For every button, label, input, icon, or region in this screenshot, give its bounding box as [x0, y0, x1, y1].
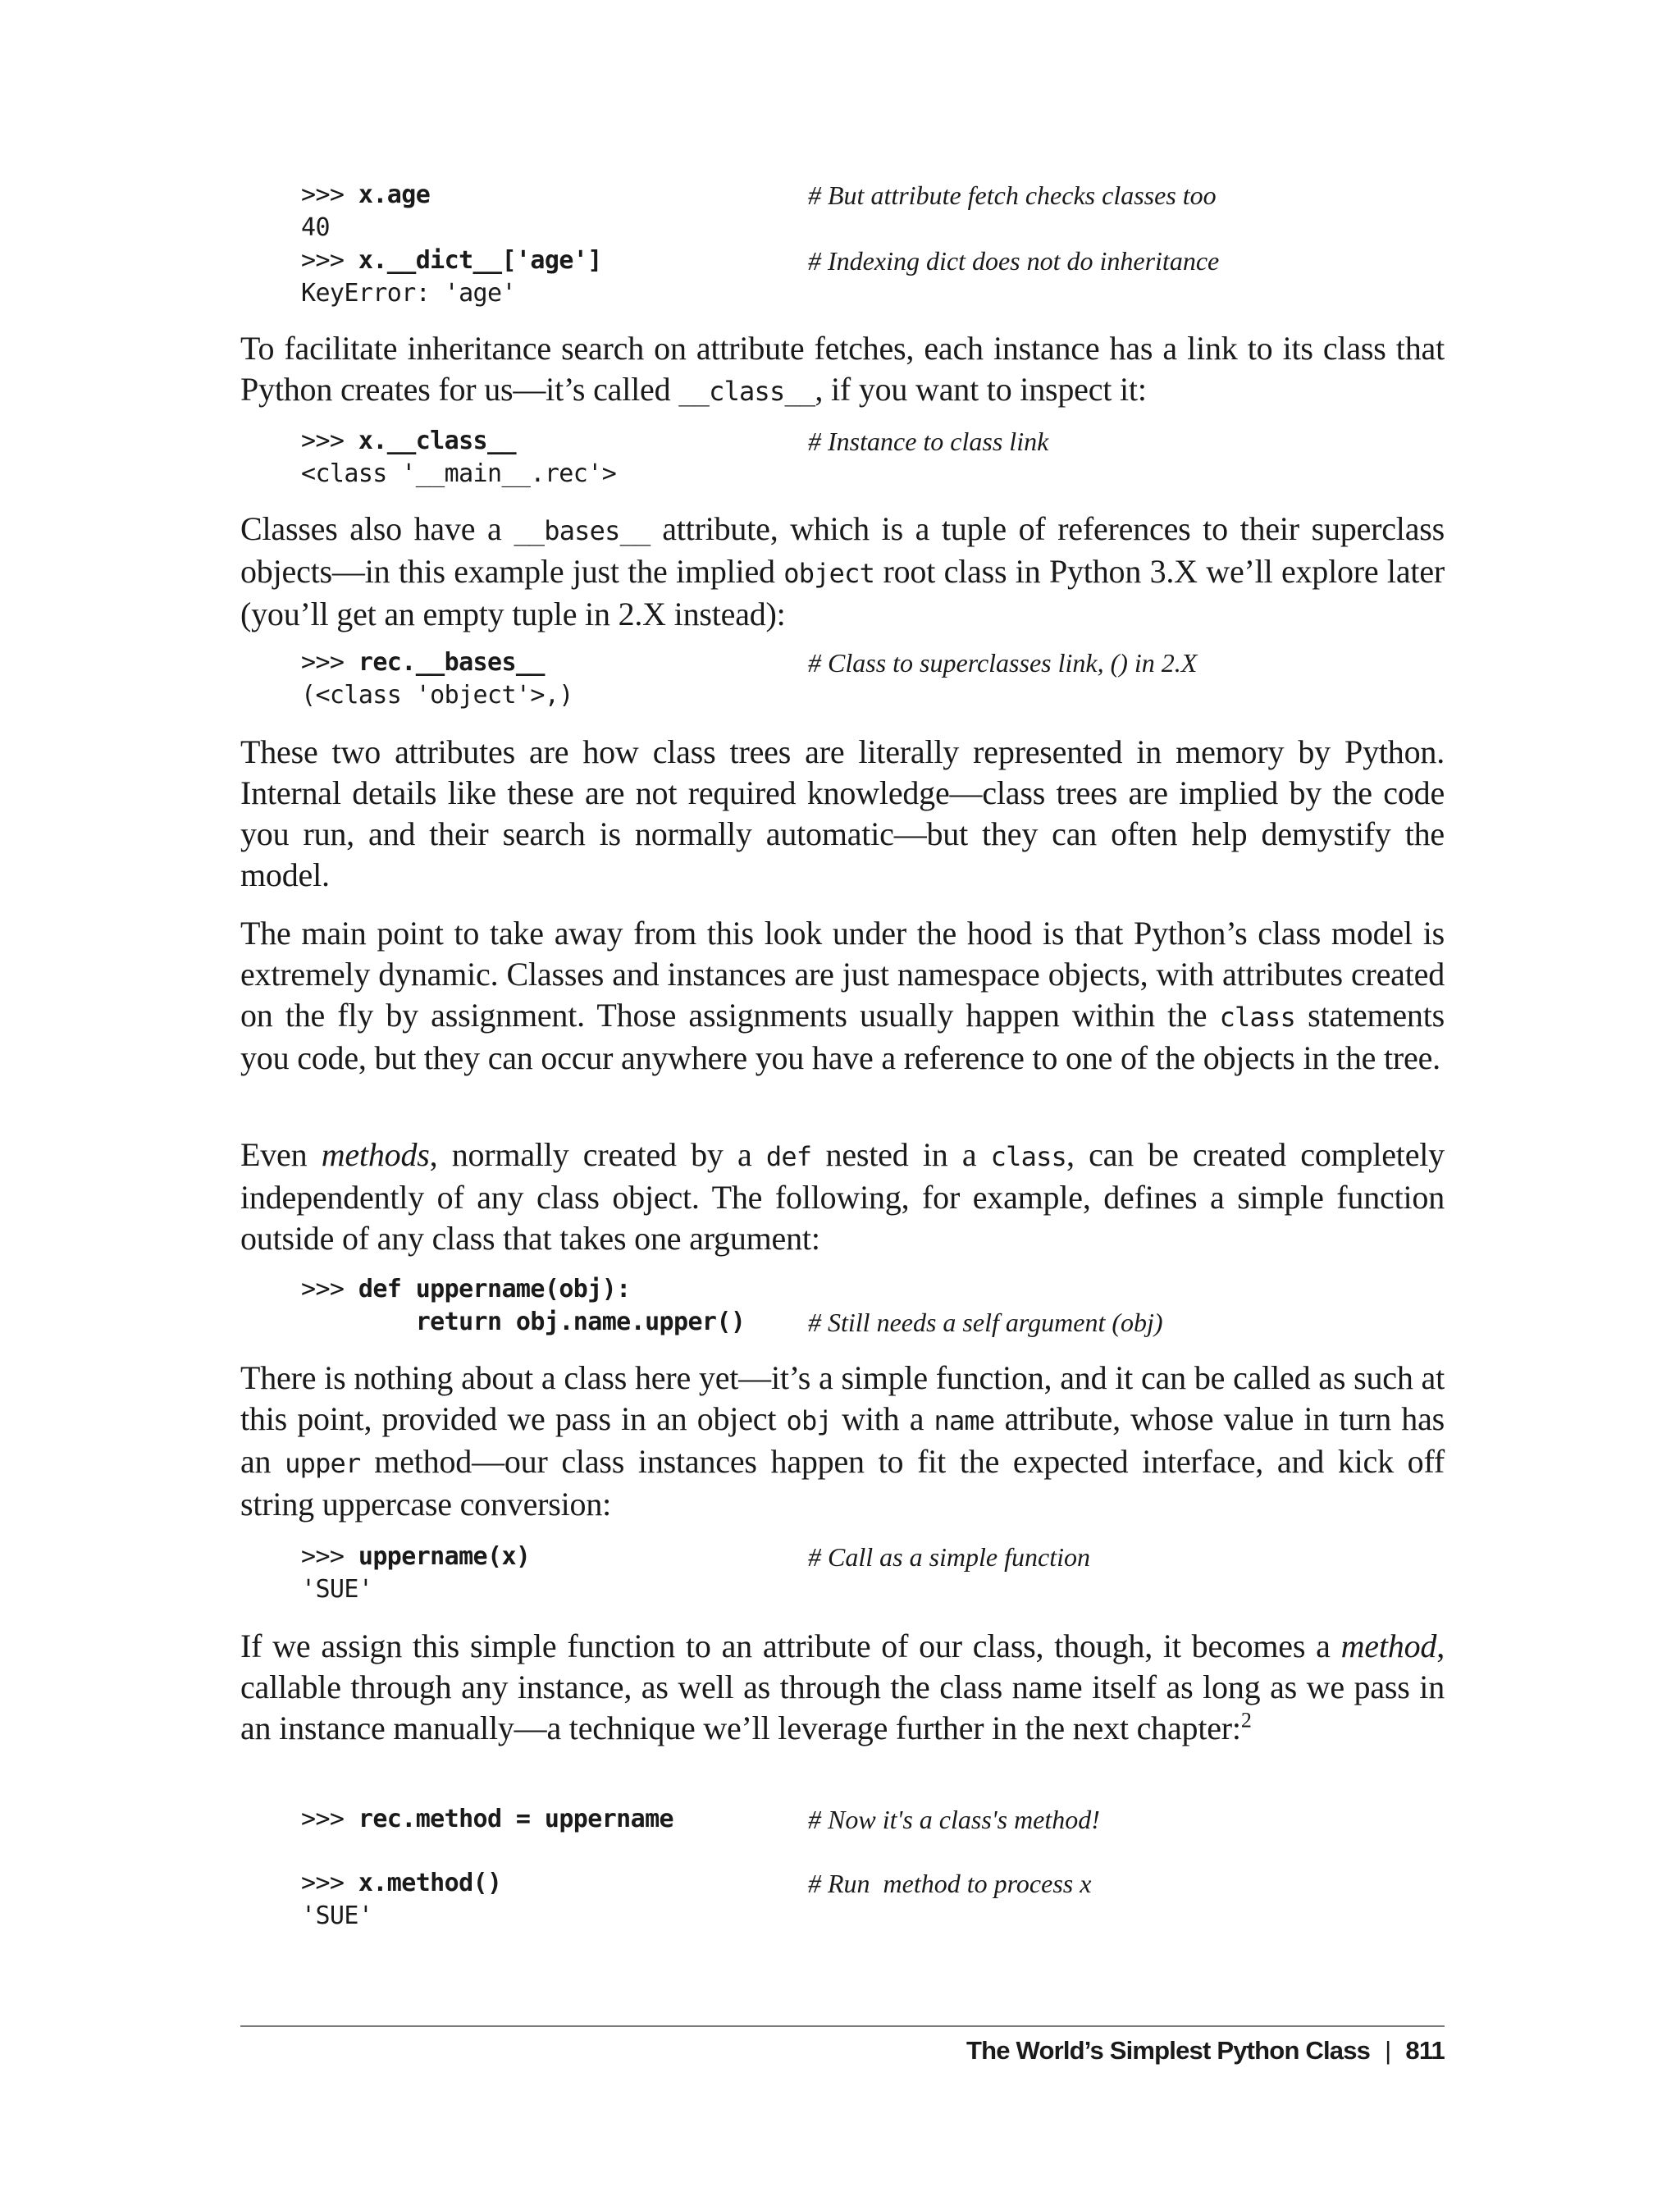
code-line — [301, 458, 1449, 491]
code-comment: # Instance to class link — [808, 427, 1049, 456]
footer-rule — [240, 2025, 1445, 2027]
body-paragraph — [240, 328, 1445, 412]
inline-code: upper — [285, 1448, 361, 1479]
inline-code: class — [1219, 1002, 1295, 1033]
running-title: The World’s Simplest Python Class — [966, 2036, 1371, 2065]
code-block — [301, 425, 1449, 491]
code-line — [301, 646, 1449, 679]
text-run: To facilitate inheritance search on attribute fetches, each instance has a link to its class that Python creates for us—it’s called — [240, 330, 1445, 408]
inline-code: def — [765, 1141, 812, 1172]
code-block — [301, 1273, 1449, 1339]
text-run: , if you want to inspect it: — [815, 371, 1147, 408]
code-comment: # Class to superclasses link, () in 2.X — [808, 648, 1198, 678]
text-run: Classes also have a — [240, 510, 514, 547]
body-paragraph — [240, 732, 1445, 896]
code-command: rec.__bases__ — [358, 648, 545, 677]
prompt: >>> — [301, 1869, 358, 1897]
text-run: nested in a — [811, 1136, 991, 1173]
text-run: There is nothing about a class here yet—it’s a simple function, and it can be called as such at this point, provided we pass in an object — [240, 1359, 1445, 1437]
code-line — [301, 1803, 1449, 1836]
code-command: rec.method = uppername — [358, 1805, 674, 1833]
text-run: The main point to take away from this look under the hood is that Python’s class model is extremely dynamic. Classes and instances are just namespace objects, with attributes created on the fly by assignment. Those assignments usually happen within the — [240, 915, 1445, 1034]
code-block — [301, 179, 1449, 310]
code-block — [301, 1541, 1449, 1606]
text-run: Even — [240, 1136, 322, 1173]
text-run: method—our class instances happen to fit the expected interface, and kick off string uppercase conversion: — [240, 1443, 1445, 1522]
prompt: >>> — [301, 246, 358, 275]
code-output: <class '__main__.rec'> — [301, 459, 617, 488]
code-line — [301, 1867, 1449, 1900]
code-output: (<class 'object'>,) — [301, 681, 573, 710]
code-output: KeyError: 'age' — [301, 279, 516, 308]
body-paragraph — [240, 1134, 1445, 1259]
footnote-marker[interactable]: 2 — [1240, 1708, 1252, 1732]
code-comment: # Run method to process x — [808, 1869, 1092, 1898]
inline-code: class — [990, 1141, 1067, 1172]
code-line — [301, 1900, 1449, 1933]
emphasis: methods — [321, 1136, 430, 1173]
text-run: root class in Python 3.X we’ll explore later (you’ll get an empty tuple in 2.X instead): — [240, 553, 1445, 632]
code-line — [301, 1541, 1449, 1573]
page-number: 811 — [1405, 2036, 1445, 2065]
code-command: x.age — [358, 180, 431, 209]
page-footer — [966, 2034, 1445, 2067]
body-paragraph — [240, 1358, 1445, 1525]
text-run: , callable through any instance, as well as through the class name itself as long as we pass in an instance manually—a technique we’ll leverage further in the next chapter: — [240, 1628, 1445, 1746]
text-run: attribute, which is a tuple of references to their superclass objects—in this example just the implied — [240, 510, 1445, 590]
inline-code: obj — [786, 1405, 832, 1436]
code-line — [301, 1306, 1449, 1339]
code-comment: # Indexing dict does not do inheritance — [808, 246, 1220, 276]
code-output: 'SUE' — [301, 1575, 373, 1604]
code-line — [301, 1273, 1449, 1306]
body-paragraph — [240, 1626, 1445, 1749]
code-output: 'SUE' — [301, 1901, 373, 1930]
inline-code: object — [783, 558, 875, 589]
code-block — [301, 646, 1449, 712]
text-run: with a — [831, 1400, 934, 1437]
code-indent — [301, 1308, 416, 1336]
code-output: 40 — [301, 213, 330, 242]
code-comment: # Now it's a class's method! — [808, 1805, 1100, 1834]
code-line — [301, 212, 1449, 244]
prompt: >>> — [301, 1275, 358, 1303]
code-comment: # Still needs a self argument (obj) — [808, 1308, 1163, 1337]
code-comment: # Call as a simple function — [808, 1542, 1090, 1572]
text-run: If we assign this simple function to an attribute of our class, though, it becomes a — [240, 1628, 1341, 1664]
code-line — [301, 179, 1449, 212]
text-run: , normally created by a — [429, 1136, 766, 1173]
code-command: x.__class__ — [358, 427, 516, 455]
code-command: uppername(x) — [358, 1542, 531, 1571]
code-line — [301, 679, 1449, 712]
emphasis: method — [1340, 1628, 1437, 1664]
footer-separator: | — [1385, 2036, 1391, 2065]
prompt: >>> — [301, 648, 358, 677]
body-paragraph — [240, 509, 1445, 635]
code-block — [301, 1803, 1449, 1933]
prompt: >>> — [301, 427, 358, 455]
prompt: >>> — [301, 1542, 358, 1571]
inline-code: name — [934, 1405, 995, 1436]
code-line — [301, 277, 1449, 310]
body-paragraph — [240, 913, 1445, 1079]
text-run: attribute, whose value in turn has an — [240, 1400, 1445, 1480]
inline-code: __bases__ — [514, 515, 651, 546]
code-comment: # But attribute fetch checks classes too — [808, 180, 1217, 210]
prompt: >>> — [301, 1805, 358, 1833]
code-command: def uppername(obj): — [358, 1275, 631, 1303]
text-run: , can be created completely independently of any class object. The following, for example, defines a simple function outside of any class that takes one argument: — [240, 1136, 1445, 1257]
code-line — [301, 425, 1449, 458]
code-command: x.__dict__['age'] — [358, 246, 602, 275]
text-run: These two attributes are how class trees are literally represented in memory by Python. Internal details like these are not required knowledge—class trees are implied by the code you run, and their search is normally automatic—but they can often help demystify the model. — [240, 733, 1445, 893]
code-line — [301, 244, 1449, 277]
text-run: statements you code, but they can occur anywhere you have a reference to one of the objects in the tree. — [240, 997, 1445, 1076]
code-command: x.method() — [358, 1869, 502, 1897]
inline-code: __class__ — [678, 376, 815, 407]
code-command: return obj.name.upper() — [415, 1308, 746, 1336]
prompt: >>> — [301, 180, 358, 209]
code-line — [301, 1573, 1449, 1606]
